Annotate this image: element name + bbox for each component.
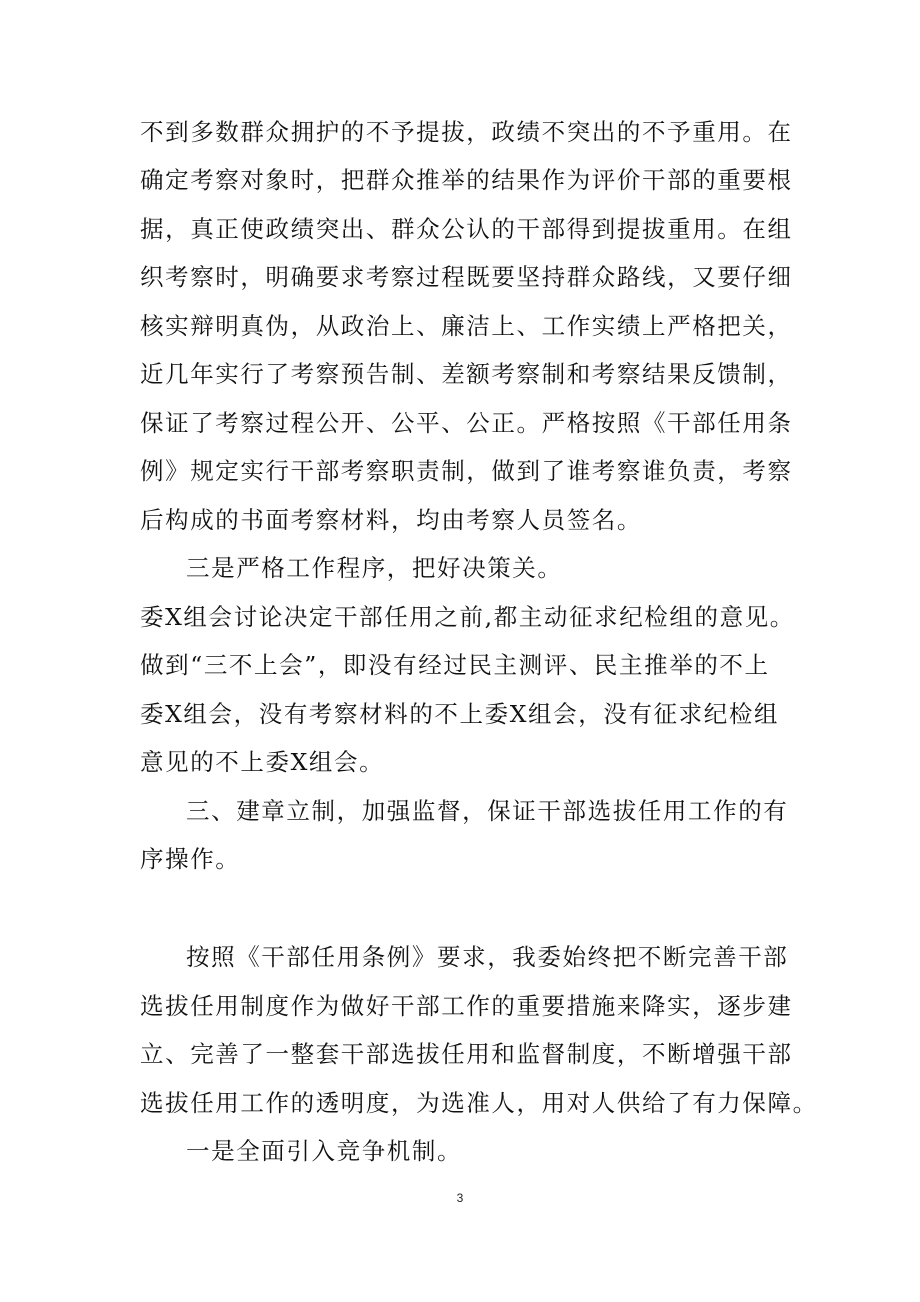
- text-line: 近几年实行了考察预告制、差额考察制和考察结果反馈制，: [140, 360, 793, 388]
- text-line: 确定考察对象时，把群众推举的结果作为评价干部的重要根: [140, 166, 793, 194]
- text-line: 据，真正使政绩突出、群众公认的干部得到提拔重用。在组: [140, 215, 793, 243]
- text-line: 保证了考察过程公开、公平、公正。严格按照《干部任用条: [140, 409, 793, 437]
- text-line: 选拔任用制度作为做好干部工作的重要措施来降实，逐步建: [140, 992, 793, 1020]
- section-heading: 一是全面引入竞争机制。: [186, 1137, 463, 1165]
- text-line: 委Ⅹ组会讨论决定干部任用之前,都主动征求纪检组的意见。: [140, 603, 795, 631]
- text-line: 例》规定实行干部考察职责制，做到了谁考察谁负责，考察: [140, 457, 793, 485]
- text-line: 立、完善了一整套干部选拔任用和监督制度，不断增强干部: [140, 1040, 793, 1068]
- text-line: 核实辩明真伪，从政治上、廉洁上、工作实绩上严格把关，: [140, 312, 793, 340]
- text-line: 后构成的书面考察材料，均由考察人员签名。: [140, 506, 642, 534]
- text-line: 做到“三不上会”，即没有经过民主测评、民主推举的不上: [140, 651, 770, 679]
- section-heading: 三、建章立制，加强监督，保证干部选拔任用工作的有: [186, 797, 789, 825]
- text-line: 委Ⅹ组会，没有考察材料的不上委Ⅹ组会，没有征求纪检组: [140, 700, 780, 728]
- text-line: 不到多数群众拥护的不予提拔，政绩不突出的不予重用。在: [140, 118, 793, 146]
- text-line: 织考察时，明确要求考察过程既要坚持群众路线，又要仔细: [140, 263, 793, 291]
- text-line: 选拔任用工作的透明度，为选准人，用对人供给了有力保障。: [140, 1089, 818, 1117]
- page-number: 3: [456, 1191, 464, 1205]
- text-line: 序操作。: [140, 845, 241, 873]
- text-line: 意见的不上委Ⅹ组会。: [140, 748, 385, 776]
- section-heading: 三是严格工作程序，把好决策关。: [186, 554, 563, 582]
- paragraph-start: 按照《干部任用条例》要求，我委始终把不断完善干部: [186, 943, 789, 971]
